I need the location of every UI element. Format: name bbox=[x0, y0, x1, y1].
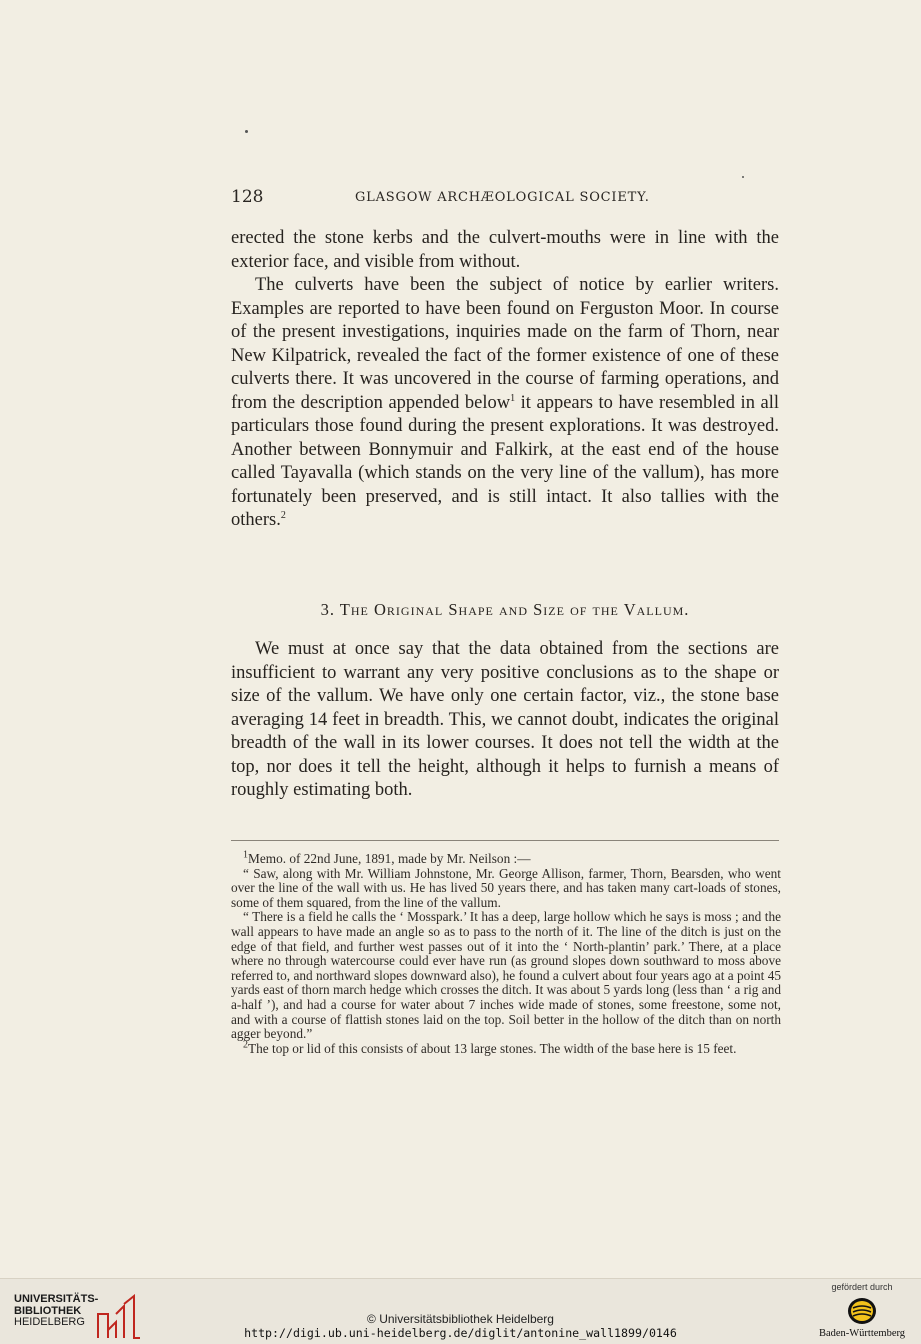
footnote-1-para-2: “ There is a field he calls the ‘ Mosspark.’ It has a deep, large hollow which he says is moss ; and the wall appears to have made an angle so as to pass to the north of it. The line of the ditch is just on the edge of that field, and further west passes out of it into the ‘ North-plantin’ park.’ There, at a place where no through watercourse could ever have run (as ground slopes down southward to moss above referred to, and northward slopes downward also), he found a culvert about four years ago at a point 45 yards east of thorn march hedge which crosses the ditch. It was about 5 yards long (less than ‘ a rig and a-half ’), and had a course for water about 7 inches wide made of stones, some freestone, some not, and with a course of flattish stones laid on the top. Soil better in the hollow of the ditch than on north agger beyond.” bbox=[231, 909, 781, 1042]
scan-speck bbox=[245, 130, 248, 133]
state-seal-icon[interactable] bbox=[847, 1297, 877, 1325]
body-text-lower bbox=[231, 638, 779, 803]
footnote-rule bbox=[231, 840, 779, 841]
sponsor-block bbox=[817, 1282, 907, 1339]
viewer-footer bbox=[0, 1278, 921, 1344]
page-header bbox=[231, 187, 778, 211]
running-head: GLASGOW ARCHÆOLOGICAL SOCIETY. bbox=[355, 190, 650, 205]
paragraph-2-text: The culverts have been the subject of notice by earlier writers. Examples are reported to have been found on Ferguston Moor. In course of the present investigations, inquiries made on the farm of Thorn, near New Kilpatrick, revealed the fact of the former existence of one of these culverts there. It was uncovered in the course of farming operations, and from the description appended below bbox=[231, 275, 779, 413]
permalink[interactable]: http://digi.ub.uni-heidelberg.de/diglit/antonine_wall1899/0146 bbox=[244, 1326, 677, 1340]
paragraph-2-text: it appears to have resembled in all particulars those found during the present explorations. It was destroyed. Another between Bonnymuir and Falkirk, at the east end of the house called Tayavalla (which stands on the very line of the vallum), has more fortunately been preserved, and is still intact. It also tallies with the others. bbox=[231, 392, 779, 530]
footnote-1-para-1: “ Saw, along with Mr. William Johnstone, Mr. George Allison, farmer, Thorn, Bearsden, who went over the line of the wall with us. He has lived 50 years there, and has taken many cart-loads of stones, some of them squared, from the line of the vallum. bbox=[231, 865, 781, 910]
footnote-ref-2[interactable]: 2 bbox=[280, 509, 286, 521]
page-number: 128 bbox=[231, 187, 264, 207]
paragraph-1: erected the stone kerbs and the culvert-mouths were in line with the exterior face, and visible from without. bbox=[231, 228, 779, 272]
footnote-2-text: The top or lid of this consists of about 13 large stones. The width of the base here is 15 feet. bbox=[248, 1040, 737, 1056]
scan-speck bbox=[742, 176, 744, 178]
sponsor-label: gefördert durch bbox=[831, 1282, 893, 1292]
footnote-ref-1[interactable]: 1 bbox=[510, 392, 516, 404]
paragraph-2 bbox=[231, 274, 779, 533]
section-heading: 3. The Original Shape and Size of the Vallum. bbox=[320, 600, 690, 619]
footnotes bbox=[231, 849, 781, 1056]
body-text-upper bbox=[231, 227, 779, 533]
paragraph-3: We must at once say that the data obtained from the sections are insufficient to warrant any very positive conclusions as to the shape or size of the vallum. We have only one certain factor, viz., the stone base averaging 14 feet in breadth. This, we cannot doubt, indicates the original breadth of the wall in its lower courses. It does not tell the width at the top, nor does it tell the height, although it helps to furnish a means of roughly estimating both. bbox=[231, 639, 779, 800]
footnote-1-intro-text: Memo. of 22nd June, 1891, made by Mr. Neilson :— bbox=[248, 851, 531, 866]
copyright-notice: © Universitätsbibliothek Heidelberg bbox=[367, 1312, 554, 1326]
logo-line-3: HEIDELBERG bbox=[14, 1316, 85, 1328]
footnote-2 bbox=[231, 1039, 781, 1057]
footnote-mark-1: 1 bbox=[243, 849, 248, 861]
sponsor-name: Baden-Württemberg bbox=[818, 1328, 906, 1339]
logo-line-2: BIBLIOTHEK bbox=[14, 1304, 82, 1317]
logo-line-1: UNIVERSITÄTS- bbox=[14, 1293, 99, 1305]
footnote-mark-2: 2 bbox=[243, 1039, 248, 1051]
footnote-1-intro bbox=[231, 849, 781, 867]
